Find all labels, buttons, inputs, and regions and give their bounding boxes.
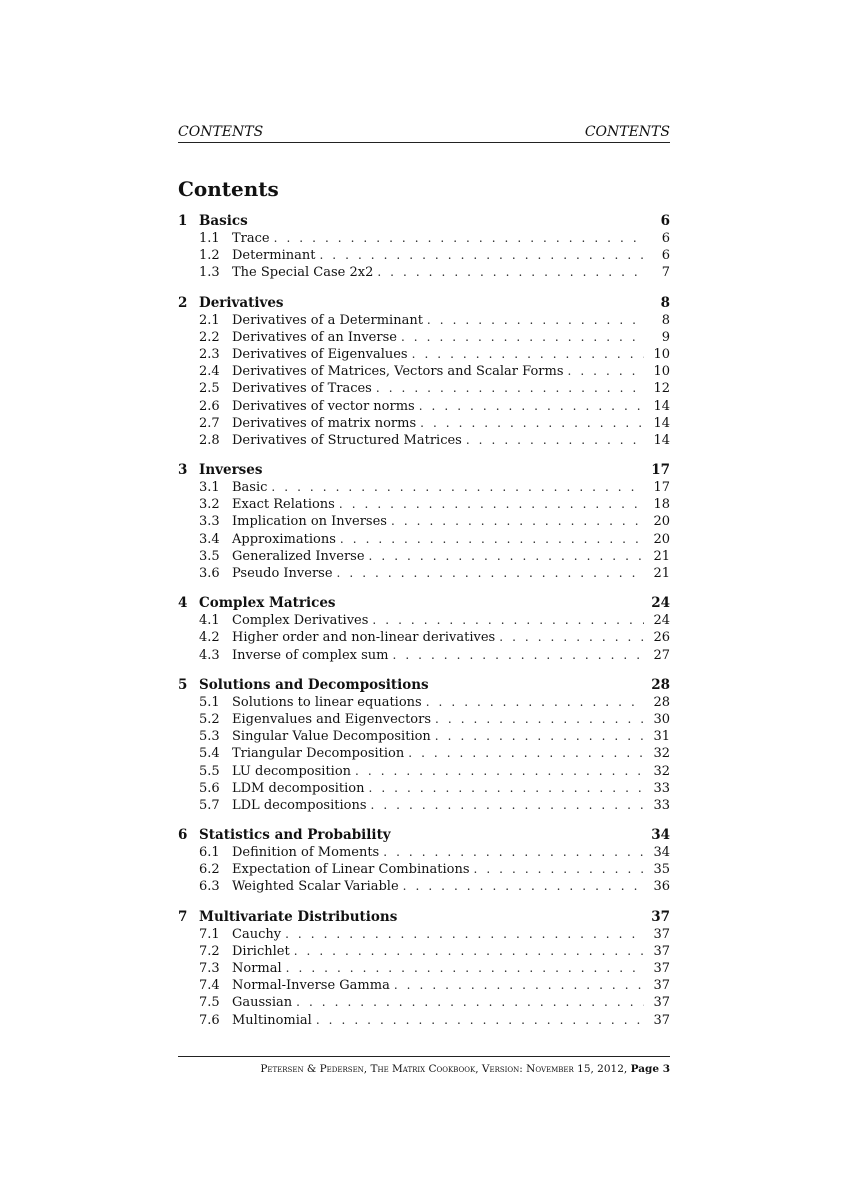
section-number: 4.1 (199, 613, 220, 629)
toc-chapter-entry[interactable] (178, 462, 670, 479)
section-number: 2.1 (199, 312, 220, 328)
section-page: 14 (653, 415, 670, 431)
dot-leader (383, 844, 644, 861)
dot-leader (371, 797, 644, 814)
section-number: 5.2 (199, 711, 220, 727)
dot-leader (339, 496, 644, 513)
section-title: Higher order and non-linear derivatives (232, 630, 496, 646)
dot-leader (394, 977, 644, 994)
dot-leader (391, 513, 644, 530)
section-page: 8 (661, 312, 670, 328)
toc-section-entry[interactable] (178, 612, 670, 629)
section-number: 2.2 (199, 329, 220, 345)
toc-chapter (178, 595, 670, 664)
section-title: Basic (232, 480, 268, 496)
toc-section-entry[interactable] (178, 861, 670, 878)
section-title: Triangular Decomposition (232, 746, 405, 762)
section-title: Gaussian (232, 995, 293, 1011)
chapter-title: Solutions and Decompositions (199, 676, 429, 693)
section-title: Pseudo Inverse (232, 566, 333, 581)
section-number: 6.1 (199, 845, 220, 861)
section-title: Expectation of Linear Combinations (232, 862, 470, 878)
toc-section-entry[interactable] (178, 264, 670, 281)
toc-chapter-entry[interactable] (178, 595, 670, 612)
document-page (178, 124, 670, 1042)
dot-leader (408, 745, 644, 762)
section-number: 3.2 (199, 497, 220, 513)
toc-section-entry[interactable] (178, 479, 670, 496)
section-title: Derivatives of matrix norms (232, 415, 417, 431)
toc-section-entry[interactable] (178, 415, 670, 432)
section-page: 6 (661, 231, 670, 246)
section-title: Derivatives of Matrices, Vectors and Scalar Forms (232, 364, 564, 380)
toc-chapter-entry[interactable] (178, 909, 670, 926)
chapter-title: Derivatives (199, 294, 284, 311)
section-page: 21 (653, 566, 670, 581)
toc-section-entry[interactable] (178, 728, 670, 745)
section-page: 37 (653, 926, 670, 942)
header-left: CONTENTS (178, 124, 264, 140)
section-title: LDM decomposition (232, 780, 365, 796)
toc-section-entry[interactable] (178, 629, 670, 646)
section-title: Complex Derivatives (232, 613, 369, 629)
toc-section-entry[interactable] (178, 694, 670, 711)
chapter-title: Statistics and Probability (199, 827, 391, 844)
section-title: Definition of Moments (232, 845, 380, 861)
section-number: 7.2 (199, 943, 220, 959)
chapter-page: 37 (651, 908, 670, 925)
dot-leader (401, 329, 644, 346)
dot-leader (419, 398, 644, 415)
section-title: Trace (232, 231, 270, 246)
section-page: 28 (653, 694, 670, 710)
toc-section-entry[interactable] (178, 513, 670, 530)
dot-leader (319, 247, 644, 264)
dot-leader (568, 363, 645, 380)
toc-chapter-entry[interactable] (178, 213, 670, 230)
toc-section-entry[interactable] (178, 565, 670, 582)
section-page: 32 (653, 746, 670, 762)
section-number: 5.1 (199, 694, 220, 710)
section-title: Derivatives of Eigenvalues (232, 346, 408, 362)
chapter-title: Inverses (199, 462, 263, 479)
section-page: 32 (653, 763, 670, 779)
dot-leader (420, 415, 644, 432)
section-page: 37 (653, 961, 670, 976)
section-title: Derivatives of a Determinant (232, 312, 423, 328)
section-title: Normal (232, 961, 282, 976)
dot-leader (271, 479, 644, 496)
section-number: 3.4 (199, 531, 220, 547)
section-number: 1.2 (199, 248, 220, 264)
section-number: 7.5 (199, 995, 220, 1011)
section-page: 36 (653, 879, 670, 895)
section-number: 6.2 (199, 862, 220, 878)
section-title: Normal-Inverse Gamma (232, 978, 390, 994)
section-number: 2.7 (199, 415, 220, 431)
chapter-number: 5 (178, 676, 188, 693)
toc-section-entry[interactable] (178, 398, 670, 415)
section-number: 2.8 (199, 432, 220, 448)
section-number: 3.5 (199, 548, 220, 564)
dot-leader (337, 565, 644, 582)
chapter-number: 3 (178, 462, 188, 479)
section-number: 6.3 (199, 879, 220, 895)
dot-leader (427, 312, 644, 329)
section-page: 37 (653, 978, 670, 994)
toc-section-entry[interactable] (178, 380, 670, 397)
dot-leader (392, 647, 644, 664)
toc-chapter-entry[interactable] (178, 295, 670, 312)
section-title: Cauchy (232, 926, 282, 942)
dot-leader (340, 531, 644, 548)
section-title: Approximations (232, 531, 336, 547)
section-title: Implication on Inverses (232, 514, 387, 530)
section-page: 10 (653, 346, 670, 362)
chapter-page: 17 (651, 462, 670, 479)
section-title: Eigenvalues and Eigenvectors (232, 711, 432, 727)
toc-chapter (178, 677, 670, 814)
section-page: 37 (653, 1012, 670, 1028)
section-number: 2.5 (199, 381, 220, 397)
section-number: 2.6 (199, 398, 220, 414)
toc-section-entry[interactable] (178, 960, 670, 977)
section-title: Determinant (232, 248, 316, 264)
toc-chapter (178, 909, 670, 1029)
chapter-title: Basics (199, 213, 248, 229)
section-title: Exact Relations (232, 497, 335, 513)
section-title: The Special Case 2x2 (232, 265, 374, 281)
dot-leader (403, 878, 644, 895)
dot-leader (377, 264, 644, 281)
dot-leader (412, 346, 644, 363)
toc-section-entry[interactable] (178, 977, 670, 994)
toc-chapter (178, 295, 670, 450)
toc-section-entry[interactable] (178, 312, 670, 329)
toc-chapter (178, 213, 670, 282)
section-number: 5.5 (199, 763, 220, 779)
toc-section-entry[interactable] (178, 926, 670, 943)
section-number: 7.1 (199, 926, 220, 942)
dot-leader (435, 711, 644, 728)
section-title: Derivatives of vector norms (232, 398, 415, 414)
section-page: 9 (661, 329, 670, 345)
section-page: 34 (653, 845, 670, 861)
section-title: Weighted Scalar Variable (232, 879, 399, 895)
toc-section-entry[interactable] (178, 844, 670, 861)
section-title: Solutions to linear equations (232, 694, 422, 710)
section-page: 27 (653, 647, 670, 663)
section-page: 18 (653, 497, 670, 513)
section-page: 14 (653, 432, 670, 448)
section-number: 1.1 (199, 231, 220, 246)
section-number: 7.6 (199, 1012, 220, 1028)
chapter-page: 6 (660, 213, 670, 229)
section-page: 24 (653, 613, 670, 629)
dot-leader (499, 629, 644, 646)
dot-leader (426, 694, 644, 711)
toc-section-entry[interactable] (178, 797, 670, 814)
toc-chapter-entry[interactable] (178, 677, 670, 694)
section-page: 37 (653, 943, 670, 959)
dot-leader (435, 728, 644, 745)
chapter-number: 4 (178, 595, 188, 612)
chapter-page: 24 (651, 595, 670, 612)
section-title: Singular Value Decomposition (232, 729, 431, 745)
section-title: LU decomposition (232, 763, 352, 779)
chapter-page: 34 (651, 827, 670, 844)
section-page: 12 (653, 381, 670, 397)
toc-section-entry[interactable] (178, 711, 670, 728)
toc-section-entry[interactable] (178, 329, 670, 346)
chapter-page: 28 (651, 676, 670, 693)
section-page: 30 (653, 711, 670, 727)
section-number: 4.3 (199, 647, 220, 663)
toc-chapter (178, 462, 670, 582)
dot-leader (274, 230, 644, 247)
section-title: Derivatives of Traces (232, 381, 372, 397)
section-number: 7.3 (199, 961, 220, 976)
table-of-contents (178, 213, 670, 1029)
section-number: 3.6 (199, 566, 220, 581)
section-title: Derivatives of Structured Matrices (232, 432, 462, 448)
toc-section-entry[interactable] (178, 363, 670, 380)
section-number: 1.3 (199, 265, 220, 281)
section-number: 5.7 (199, 797, 220, 813)
section-page: 17 (653, 480, 670, 496)
section-number: 2.3 (199, 346, 220, 362)
section-page: 6 (661, 248, 670, 264)
section-title: Generalized Inverse (232, 548, 365, 564)
chapter-number: 6 (178, 827, 188, 844)
dot-leader (466, 432, 644, 449)
dot-leader (285, 926, 644, 943)
section-number: 5.3 (199, 729, 220, 745)
section-number: 5.4 (199, 746, 220, 762)
toc-chapter-entry[interactable] (178, 827, 670, 844)
section-page: 20 (653, 531, 670, 547)
toc-section-entry[interactable] (178, 548, 670, 565)
dot-leader (286, 960, 644, 977)
chapter-title: Multivariate Distributions (199, 908, 398, 925)
toc-section-entry[interactable] (178, 247, 670, 264)
chapter-number: 7 (178, 908, 188, 925)
chapter-number: 1 (178, 213, 188, 229)
section-title: Inverse of complex sum (232, 647, 389, 663)
toc-section-entry[interactable] (178, 994, 670, 1011)
section-title: Multinomial (232, 1012, 312, 1028)
section-page: 33 (653, 797, 670, 813)
section-page: 26 (653, 630, 670, 646)
section-number: 7.4 (199, 978, 220, 994)
section-title: LDL decompositions (232, 797, 367, 813)
dot-leader (316, 1012, 644, 1029)
section-number: 3.1 (199, 480, 220, 496)
dot-leader (294, 943, 644, 960)
toc-section-entry[interactable] (178, 647, 670, 664)
section-number: 3.3 (199, 514, 220, 530)
dot-leader (369, 548, 644, 565)
chapter-page: 8 (660, 294, 670, 311)
chapter-number: 2 (178, 294, 188, 311)
toc-section-entry[interactable] (178, 878, 670, 895)
section-number: 4.2 (199, 630, 220, 646)
header-right: CONTENTS (584, 124, 670, 140)
toc-section-entry[interactable] (178, 531, 670, 548)
dot-leader (369, 780, 644, 797)
section-number: 2.4 (199, 364, 220, 380)
section-title: Derivatives of an Inverse (232, 329, 397, 345)
section-page: 21 (653, 548, 670, 564)
running-header (178, 124, 670, 143)
toc-section-entry[interactable] (178, 346, 670, 363)
dot-leader (376, 380, 644, 397)
section-page: 7 (661, 265, 670, 281)
section-number: 5.6 (199, 780, 220, 796)
dot-leader (296, 994, 644, 1011)
page-footer (178, 1056, 670, 1075)
toc-section-entry[interactable] (178, 943, 670, 960)
toc-section-entry[interactable] (178, 745, 670, 762)
toc-section-entry[interactable] (178, 1012, 670, 1029)
toc-chapter (178, 827, 670, 896)
dot-leader (372, 612, 644, 629)
section-page: 31 (653, 729, 670, 745)
section-page: 14 (653, 398, 670, 414)
section-page: 37 (653, 995, 670, 1011)
footer-text: Petersen & Pedersen, The Matrix Cookbook, Version: November 15, 2012, (260, 1063, 628, 1075)
section-title: Dirichlet (232, 943, 290, 959)
section-page: 33 (653, 780, 670, 796)
section-page: 35 (653, 862, 670, 878)
section-page: 20 (653, 514, 670, 530)
chapter-title: Complex Matrices (199, 595, 336, 612)
toc-section-entry[interactable] (178, 763, 670, 780)
toc-section-entry[interactable] (178, 780, 670, 797)
toc-section-entry[interactable] (178, 230, 670, 247)
toc-title: Contents (178, 177, 279, 201)
dot-leader (474, 861, 645, 878)
toc-section-entry[interactable] (178, 432, 670, 449)
dot-leader (355, 763, 644, 780)
section-page: 10 (653, 364, 670, 380)
footer-page-number: Page 3 (630, 1063, 670, 1075)
toc-section-entry[interactable] (178, 496, 670, 513)
